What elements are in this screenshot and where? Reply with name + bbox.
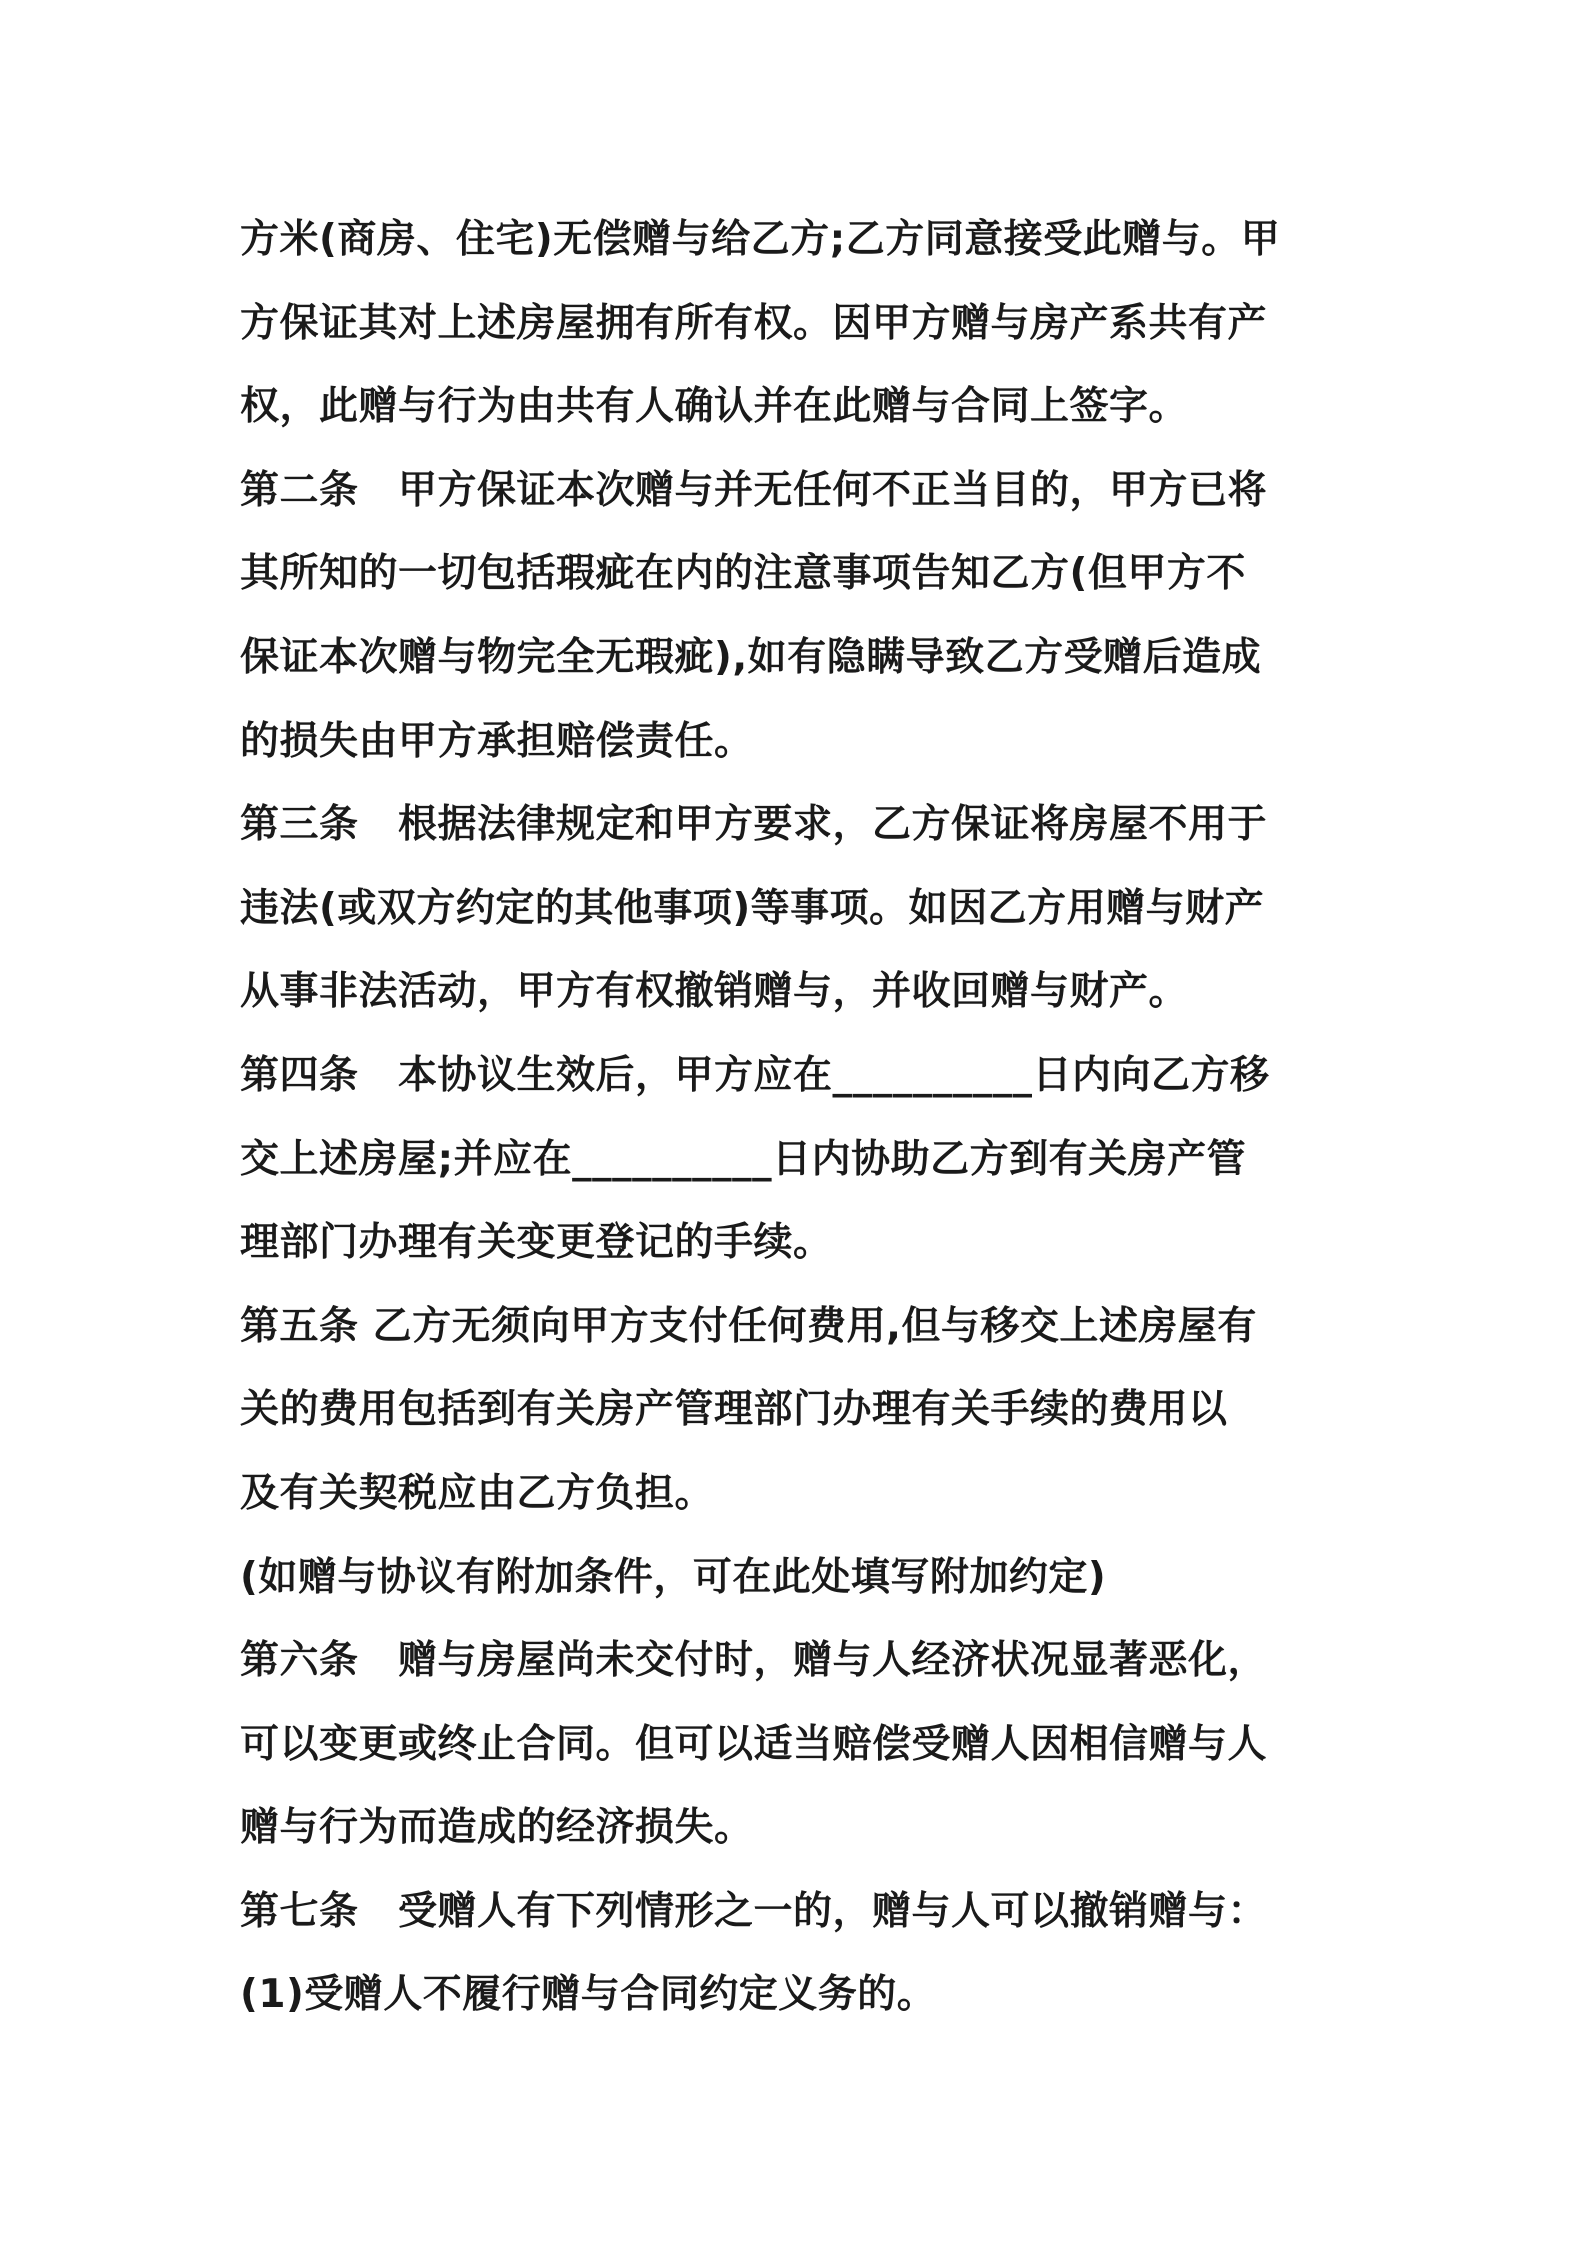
text-line-clause6: 第六条 赠与房屋尚未交付时，赠与人经济状况显著恶化，: [240, 1638, 1268, 1684]
text-line: 关的费用包括到有关房产管理部门办理有关手续的费用以: [240, 1387, 1228, 1433]
text-line-clause1-continued: 方米(商房、住宅)无偿赠与给乙方;乙方同意接受此赠与。甲: [240, 217, 1281, 262]
text-line: 的损失由甲方承担赔偿责任。: [240, 718, 754, 764]
text-line-note: (如赠与协议有附加条件，可在此处填写附加约定): [240, 1554, 1107, 1600]
contract-text: [240, 198, 1360, 2037]
text-line-clause2: 第二条 甲方保证本次赠与并无任何不正当目的，甲方已将: [240, 467, 1268, 513]
text-line-clause7: 第七条 受赠人有下列情形之一的，赠与人可以撤销赠与：: [240, 1888, 1268, 1934]
text-line: 违法(或双方约定的其他事项)等事项。如因乙方用赠与财产: [240, 885, 1265, 931]
text-line-clause5: 第五条 乙方无须向甲方支付任何费用,但与移交上述房屋有: [240, 1303, 1257, 1349]
text-line: 从事非法活动，甲方有权撤销赠与，并收回赠与财产。: [240, 969, 1189, 1015]
text-line: 保证本次赠与物完全无瑕疵),如有隐瞒导致乙方受赠后造成: [240, 634, 1262, 680]
text-line: 可以变更或终止合同。但可以适当赔偿受赠人因相信赠与人: [240, 1721, 1268, 1767]
text-line-clause3: 第三条 根据法律规定和甲方要求，乙方保证将房屋不用于: [240, 802, 1268, 848]
text-line: 方保证其对上述房屋拥有所有权。因甲方赠与房产系共有产: [240, 300, 1268, 346]
text-line: 理部门办理有关变更登记的手续。: [240, 1220, 833, 1266]
text-line: 赠与行为而造成的经济损失。: [240, 1805, 754, 1851]
text-line: 及有关契税应由乙方负担。: [240, 1470, 715, 1516]
text-line-item1: (1)受赠人不履行赠与合同约定义务的。: [240, 1972, 937, 2018]
text-line: 其所知的一切包括瑕疵在内的注意事项告知乙方(但甲方不: [240, 551, 1246, 597]
text-line: 权，此赠与行为由共有人确认并在此赠与合同上签字。: [240, 384, 1189, 430]
text-line: 交上述房屋;并应在__________日内协助乙方到有关房产管: [240, 1136, 1247, 1182]
text-line-clause4: 第四条 本协议生效后，甲方应在__________日内向乙方移: [240, 1052, 1270, 1098]
